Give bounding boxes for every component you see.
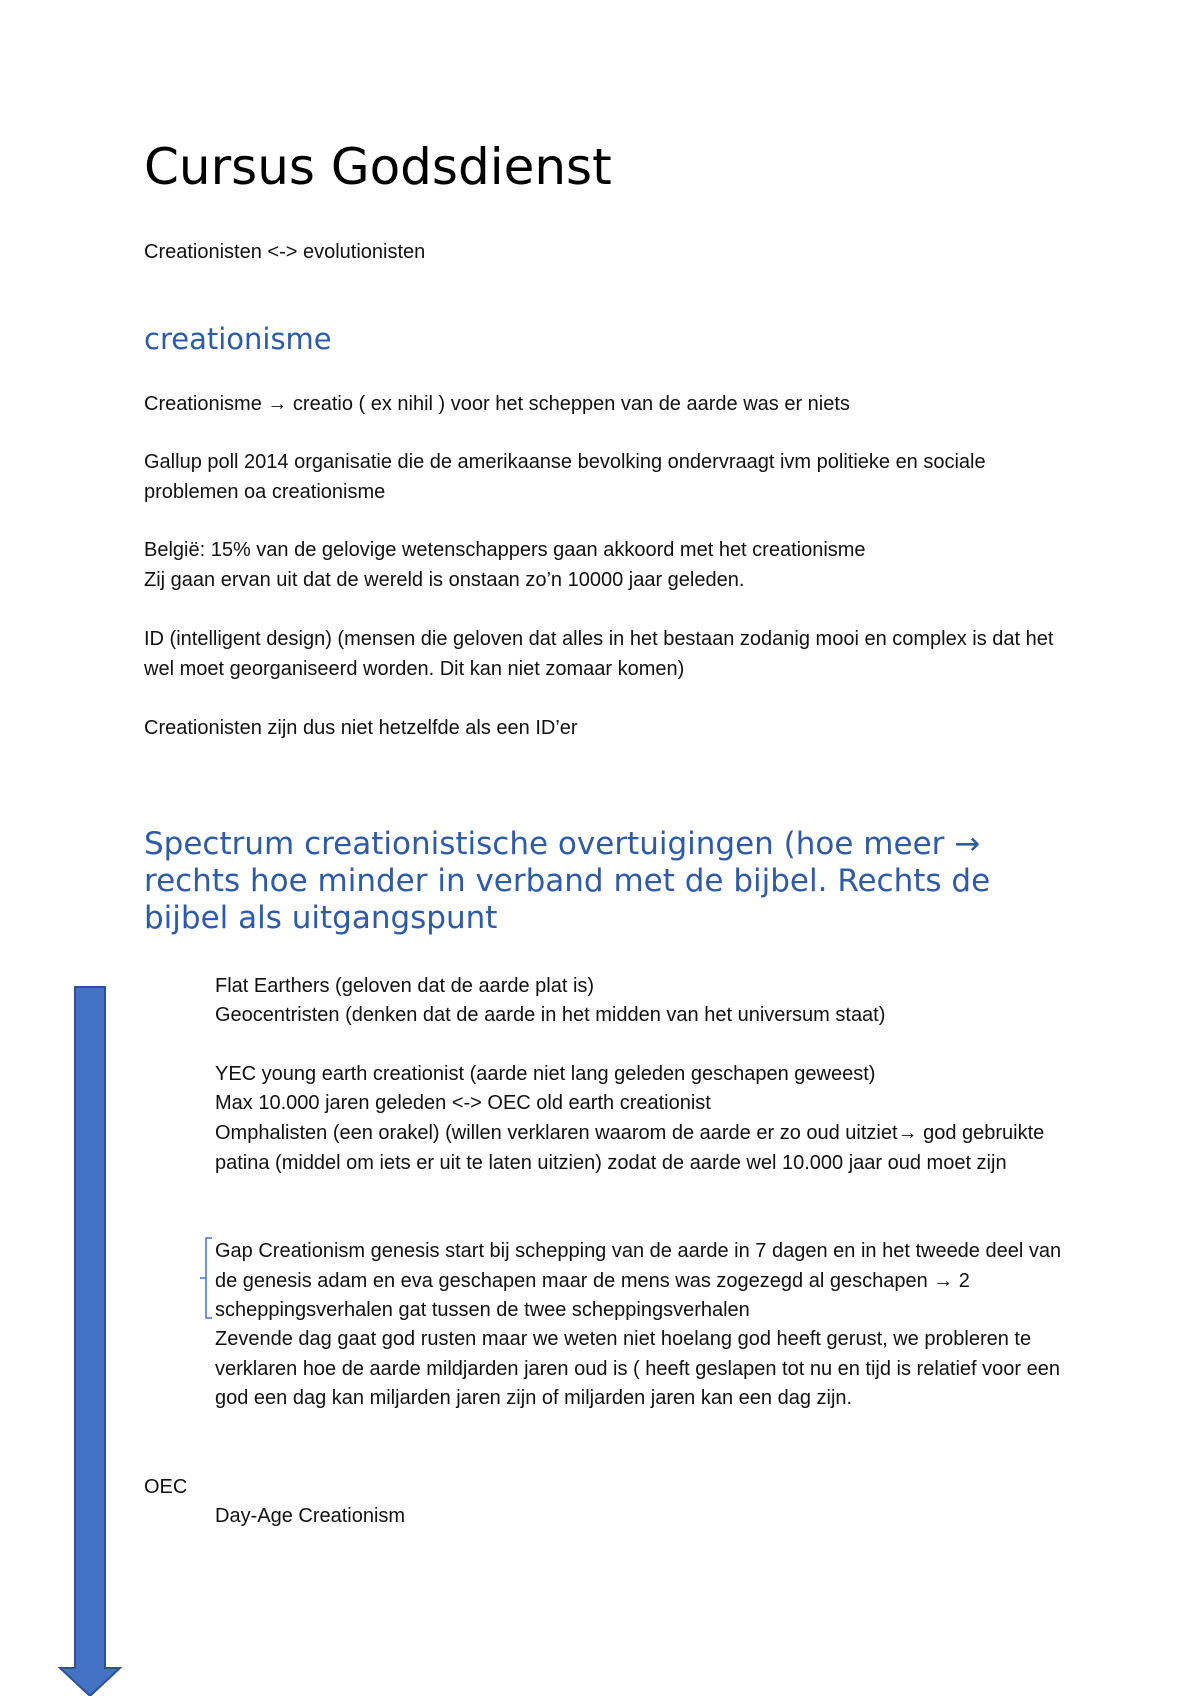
page-title: Cursus Godsdienst bbox=[144, 138, 612, 196]
paragraph-belgie-line-2: Zij gaan ervan uit dat de wereld is onstaan zo’n 10000 jaar geleden. bbox=[144, 569, 745, 591]
paragraph-creatio: Creationisme → creatio ( ex nihil ) voor het scheppen van de aarde was er niets bbox=[144, 393, 850, 415]
section-heading-creationisme: creationisme bbox=[144, 322, 332, 356]
subtitle: Creationisten <-> evolutionisten bbox=[144, 241, 426, 263]
spectrum-max-jaren: Max 10.000 jaren geleden <-> OEC old earth creationist bbox=[215, 1092, 711, 1114]
paragraph-intelligent-design: ID (intelligent design) (mensen die geloven dat alles in het bestaan zodanig mooi en complex is dat het wel moet georganiseerd worden. Dit kan niet zomaar komen) bbox=[144, 628, 1054, 680]
spectrum-geocentristen: Geocentristen (denken dat de aarde in het midden van het universum staat) bbox=[215, 1004, 886, 1026]
spectrum-oec: OEC bbox=[144, 1476, 188, 1498]
spectrum-day-age: Day-Age Creationism bbox=[215, 1505, 406, 1527]
spectrum-yec: YEC young earth creationist (aarde niet lang geleden geschapen geweest) bbox=[215, 1063, 876, 1085]
paragraph-belgie-line-1: België: 15% van de gelovige wetenschappers gaan akkoord met het creationisme bbox=[144, 539, 866, 561]
spectrum-gap-creationism: Gap Creationism genesis start bij schepping van de aarde in 7 dagen en in het tweede deel van de genesis adam en eva geschapen maar de mens was zogezegd al geschapen → 2 scheppingsverhalen gat tussen de twee scheppingsverhalen bbox=[215, 1240, 1062, 1321]
spectrum-zevende-dag: Zevende dag gaat god rusten maar we weten niet hoelang god heeft gerust, we probleren te verklaren hoe de aarde mildjarden jaren oud is ( heeft geslapen tot nu en tijd is relatief voor een god een dag kan miljarden jaren zijn of miljarden jaren kan een dag zijn. bbox=[215, 1328, 1060, 1409]
paragraph-not-same: Creationisten zijn dus niet hetzelfde als een ID’er bbox=[144, 717, 578, 739]
paragraph-gallup-poll: Gallup poll 2014 organisatie die de amerikaanse bevolking ondervraagt ivm politieke en sociale problemen oa creationisme bbox=[144, 451, 986, 503]
section-heading-spectrum: Spectrum creationistische overtuigingen (hoe meer → rechts hoe minder in verband met de bijbel. Rechts de bijbel als uitgangspunt bbox=[144, 826, 991, 936]
left-bracket-icon bbox=[200, 1236, 214, 1320]
spectrum-flat-earthers: Flat Earthers (geloven dat de aarde plat is) bbox=[215, 975, 595, 997]
spectrum-omphalisten: Omphalisten (een orakel) (willen verklaren waarom de aarde er zo oud uitziet→ god gebruikte patina (middel om iets er uit te laten uitzien) zodat de aarde wel 10.000 jaar oud moet zijn bbox=[215, 1122, 1045, 1174]
